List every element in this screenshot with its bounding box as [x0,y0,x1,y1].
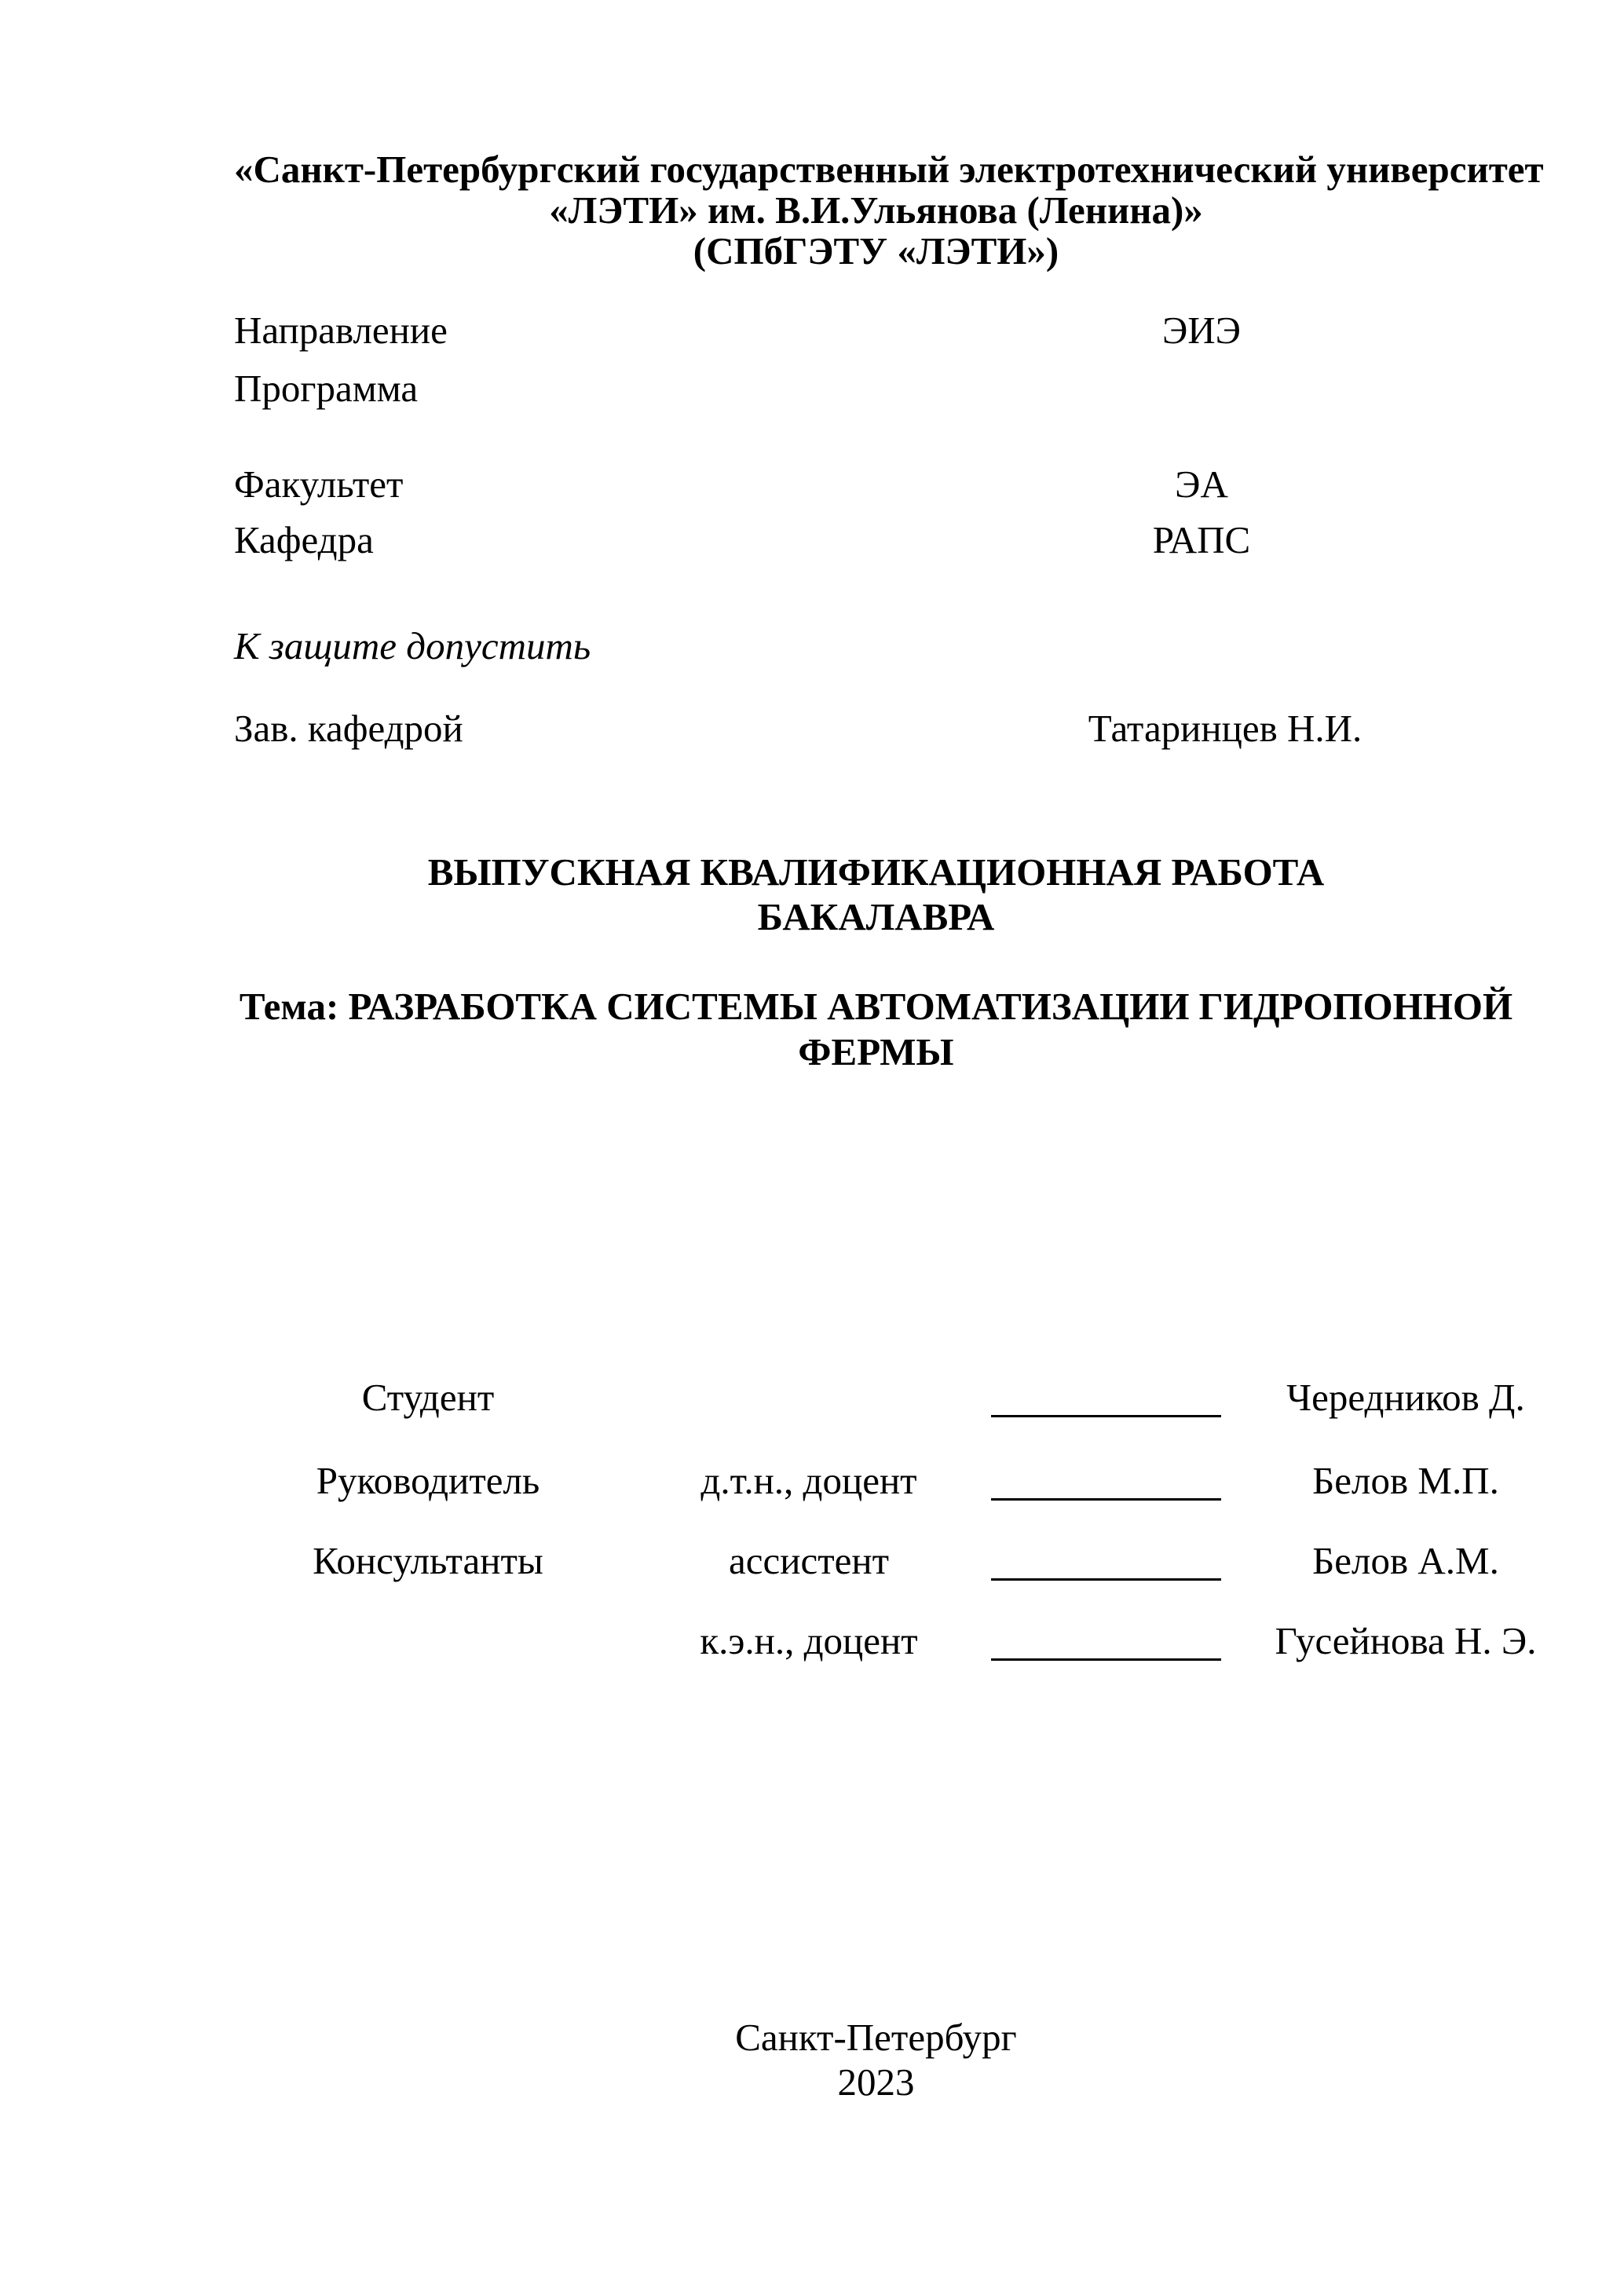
consultant1-name: Белов А.М. [1312,1539,1499,1582]
field-row-faculty [0,462,1624,506]
university-abbreviation: (СПбГЭТУ «ЛЭТИ») [693,229,1059,272]
theme-line1: Тема: РАЗРАБОТКА СИСТЕМЫ АВТОМАТИЗАЦИИ ГИДРОПОННОЙ [239,985,1513,1028]
field-row-program [0,369,1624,408]
supervisor-signature-line [991,1461,1221,1501]
university-name-line1: «Санкт-Петербургский государственный электротехнический университет [234,148,1544,191]
direction-value: ЭИЭ [1161,309,1242,352]
consultant1-degree: ассистент [728,1539,889,1582]
work-title [234,850,1518,939]
department-head-row [0,709,1624,748]
signature-row-supervisor [0,1461,1624,1502]
theme-line2: ФЕРМЫ [798,1030,954,1073]
student-signature-line [991,1378,1221,1417]
consultants-role-label: Консультанты [313,1539,543,1582]
work-title-line2: БАКАЛАВРА [757,895,995,938]
department-head-name: Татаринцев Н.И. [1088,707,1362,750]
university-header [234,148,1544,272]
direction-label: Направление [234,309,448,352]
signature-row-consultant-2 [0,1621,1624,1662]
theme-title [234,984,1518,1075]
admission-phrase-row [0,624,1624,667]
footer-year: 2023 [837,2060,915,2104]
department-label: Кафедра [234,518,374,561]
field-row-direction [0,311,1624,350]
supervisor-degree: д.т.н., доцент [700,1459,917,1502]
work-title-line1: ВЫПУСКНАЯ КВАЛИФИКАЦИОННАЯ РАБОТА [427,850,1325,894]
program-label: Программа [234,367,419,410]
department-value: РАПС [1152,518,1251,561]
supervisor-role-label: Руководитель [316,1459,540,1502]
consultant1-signature-line [991,1541,1221,1581]
department-head-label: Зав. кафедрой [234,707,463,750]
footer [234,2015,1518,2104]
faculty-label: Факультет [234,462,404,506]
supervisor-name: Белов М.П. [1312,1459,1499,1502]
student-name: Чередников Д. [1286,1376,1525,1419]
faculty-value: ЭА [1175,462,1228,506]
consultant2-degree: к.э.н., доцент [700,1619,918,1662]
student-role-label: Студент [361,1376,495,1419]
field-row-department [0,518,1624,561]
consultant2-signature-line [991,1621,1221,1661]
signature-row-student [0,1378,1624,1419]
signature-row-consultant-1 [0,1541,1624,1582]
footer-city: Санкт-Петербург [735,2016,1017,2059]
university-name-line2: «ЛЭТИ» им. В.И.Ульянова (Ленина)» [549,188,1203,232]
consultant2-name: Гусейнова Н. Э. [1275,1619,1537,1662]
admission-phrase: К защите допустить [234,624,591,667]
